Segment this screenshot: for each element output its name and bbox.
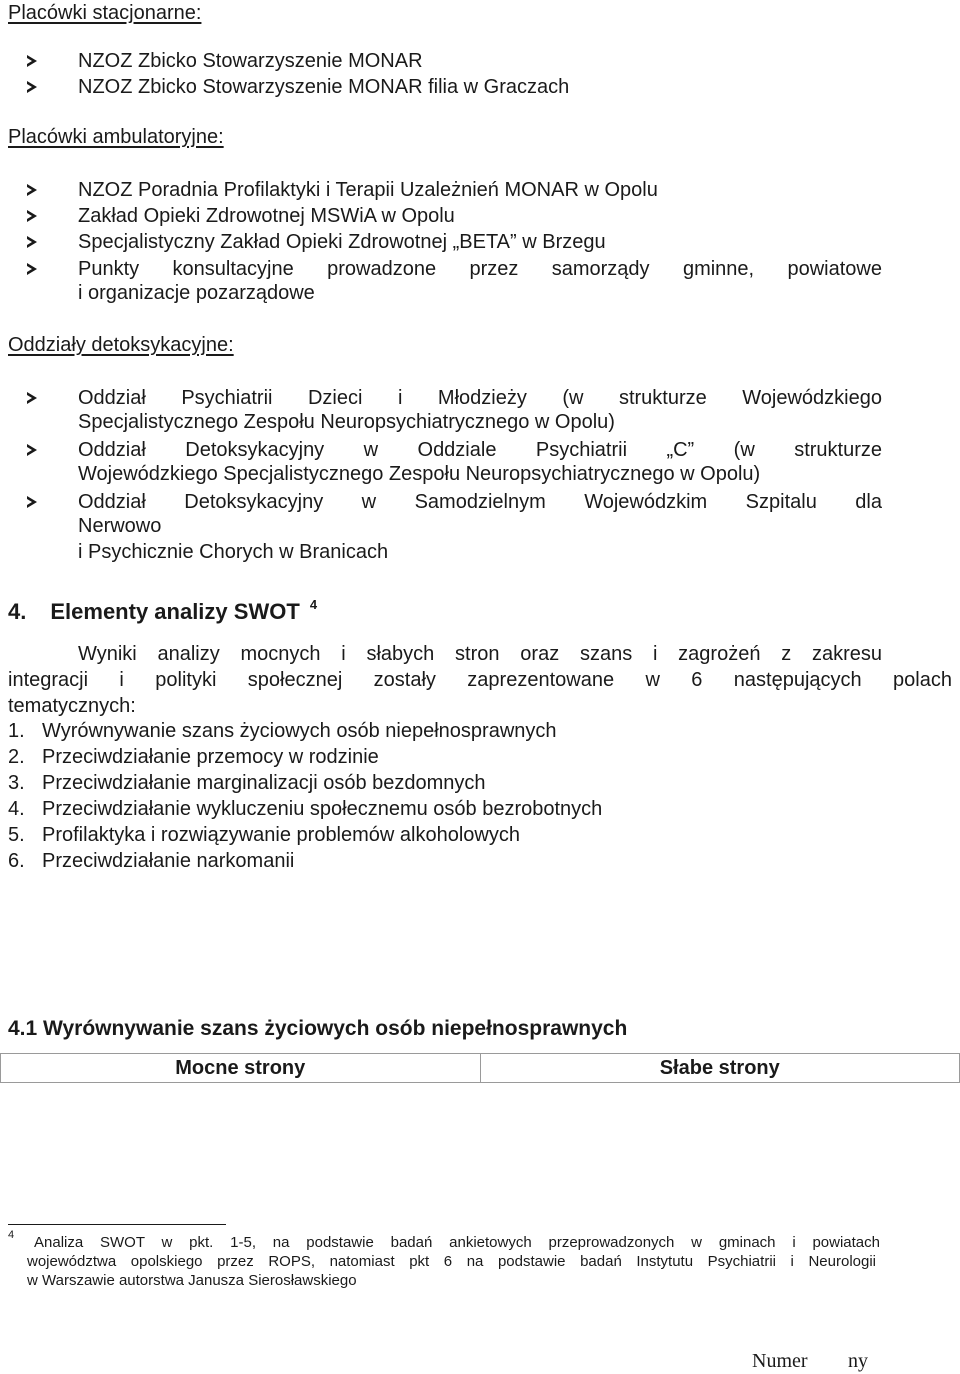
chapter-heading: 4. Elementy analizy SWOT $^4$ [8,597,318,624]
page-footer-text: Numer [752,1350,808,1372]
subsection-heading: 4.1 Wyrównywanie szans życiowych osób niepełnosprawnych [8,1017,628,1040]
numbered-list-item: 1. Wyrównywanie szans życiowych osób niepełnosprawnych [8,720,557,742]
arrow-bullet-icon [27,210,37,222]
numbered-list-item: 5. Profilaktyka i rozwiązywanie problemów alkoholowych [8,824,520,846]
numbered-list-item: 2. Przeciwdziałanie przemocy w rodzinie [8,746,379,768]
list-item: Specjalistyczny Zakład Opieki Zdrowotnej „BETA” w Brzegu [78,229,606,255]
list-item-continuation: Specjalistycznego Zespołu Neuropsychiatrycznego w Opolu) [78,411,615,433]
arrow-bullet-icon [27,444,37,456]
intro-paragraph-line: tematycznych: [8,695,136,717]
arrow-bullet-icon [27,236,37,248]
arrow-bullet-icon [27,184,37,196]
list-item: Punkty konsultacyjne prowadzone przez samorządy gminne, powiatowe [78,256,882,282]
arrow-bullet-icon [27,263,37,275]
arrow-bullet-icon [27,55,37,67]
list-item: NZOZ Poradnia Profilaktyki i Terapii Uzależnień MONAR w Opolu [78,177,658,203]
list-item: Oddział Detoksykacyjny w Samodzielnym Wojewódzkim Szpitalu dla [78,489,882,515]
swot-table [0,1053,960,1083]
footnote-number: 4 [8,1229,15,1241]
list-item-continuation: Nerwowo [78,515,162,537]
page-footer-text: ny [848,1350,868,1372]
list-item-continuation: Wojewódzkiego Specjalistycznego Zespołu Neuropsychiatrycznego w Opolu) [78,463,761,485]
list-item: Oddział Psychiatrii Dzieci i Młodzieży (w strukturze Wojewódzkiego [78,385,882,411]
numbered-list-item: 6. Przeciwdziałanie narkomanii [8,850,295,872]
intro-paragraph-line: Wyniki analizy mocnych i słabych stron oraz szans i zagrożeń z zakresu [78,643,882,665]
numbered-list-item: 3. Przeciwdziałanie marginalizacji osób bezdomnych [8,772,486,794]
intro-paragraph-line: integracji i polityki społecznej zostały zaprezentowane w 6 następujących polach [8,669,952,691]
footnote-line: Analiza SWOT w pkt. 1-5, na podstawie badań ankietowych przeprowadzonych w gminach i powiatach [34,1234,880,1251]
section-header-stationary: Placówki stacjonarne: [8,2,202,24]
footnote-line: województwa opolskiego przez ROPS, natomiast pkt 6 na podstawie badań Instytutu Psychiatrii i Neurologii [27,1253,876,1270]
footnote-separator [8,1224,226,1225]
table-header-weaknesses: Słabe strony [480,1054,960,1083]
arrow-bullet-icon [27,496,37,508]
arrow-bullet-icon [27,81,37,93]
section-header-detox: Oddziały detoksykacyjne: [8,334,234,356]
section-header-ambulatory: Placówki ambulatoryjne: [8,126,224,148]
list-item: Zakład Opieki Zdrowotnej MSWiA w Opolu [78,203,455,229]
footnote-line: w Warszawie autorstwa Janusza Sierosławskiego [27,1272,357,1289]
numbered-list-item: 4. Przeciwdziałanie wykluczeniu społecznemu osób bezrobotnych [8,798,603,820]
table-header-strengths: Mocne strony [1,1054,481,1083]
arrow-bullet-icon [27,392,37,404]
list-item: NZOZ Zbicko Stowarzyszenie MONAR [78,48,423,74]
footnote-ref: 4 [309,597,318,612]
list-item-continuation: i organizacje pozarządowe [78,282,315,304]
list-item: NZOZ Zbicko Stowarzyszenie MONAR filia w Graczach [78,74,569,100]
list-item-continuation: i Psychicznie Chorych w Branicach [78,541,389,563]
list-item: Oddział Detoksykacyjny w Oddziale Psychiatrii „C” (w strukturze [78,437,882,463]
